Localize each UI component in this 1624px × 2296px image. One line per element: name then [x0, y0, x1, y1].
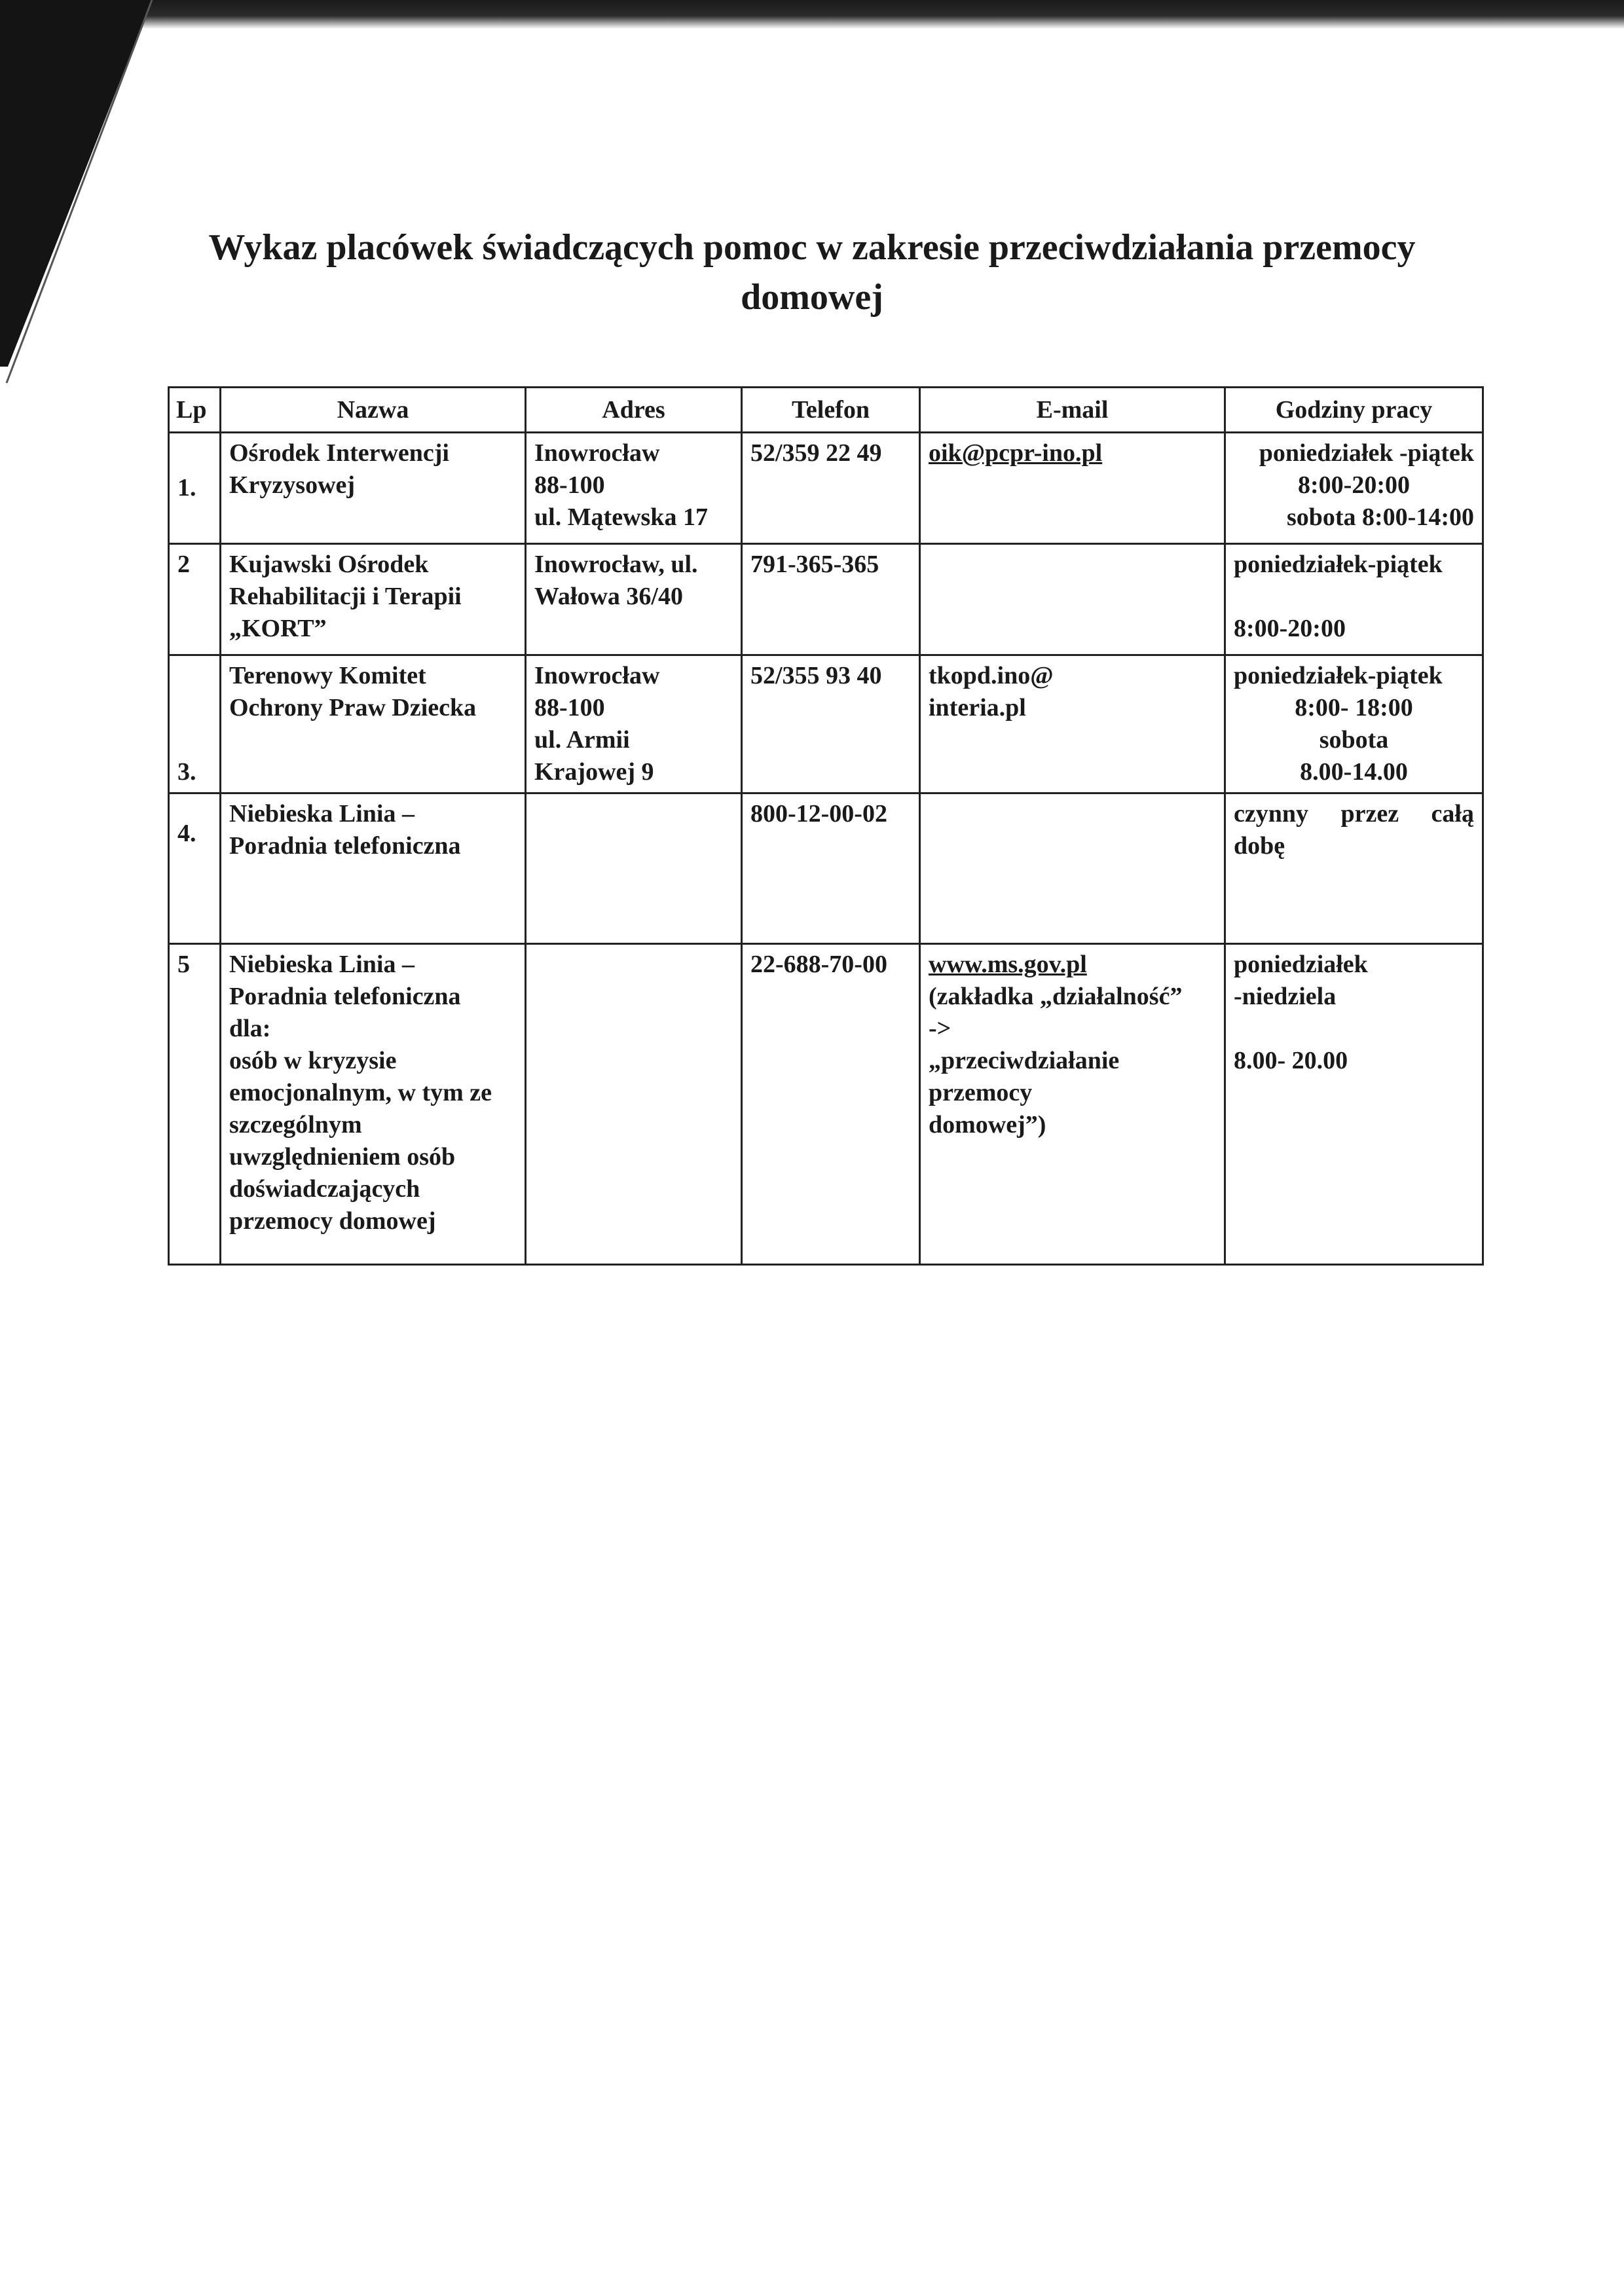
- cell-godziny: [1225, 793, 1483, 944]
- cell-email: [920, 544, 1225, 655]
- adres-line: Wałowa 36/40: [534, 583, 683, 610]
- cell-godziny: [1225, 655, 1483, 793]
- cell-godziny: [1225, 544, 1483, 655]
- cell-nazwa: [221, 793, 526, 944]
- document-title-line-1: Wykaz placówek świadczących pomoc w zakresie przeciwdziałania przemocy: [208, 227, 1416, 268]
- nazwa-line: uwzględnieniem osób: [229, 1143, 456, 1171]
- scan-edge-left: [0, 0, 157, 393]
- cell-godziny: [1225, 944, 1483, 1265]
- header-adres: Adres: [526, 388, 742, 433]
- table-row: [169, 433, 1483, 544]
- cell-email: [920, 793, 1225, 944]
- godziny-line: poniedziałek-piątek: [1234, 551, 1443, 578]
- cell-lp: [169, 793, 221, 944]
- telefon-value: 52/355 93 40: [750, 662, 882, 689]
- lp-value: 4.: [177, 820, 196, 847]
- nazwa-line: Kujawski Ośrodek: [229, 551, 429, 578]
- nazwa-line: emocjonalnym, w tym ze: [229, 1079, 492, 1106]
- cell-adres: [526, 655, 742, 793]
- godziny-line: poniedziałek: [1234, 951, 1368, 978]
- lp-value: 3.: [177, 758, 196, 786]
- email-link[interactable]: oik@pcpr-ino.pl: [929, 439, 1103, 467]
- godziny-line: 8.00-14.00: [1300, 758, 1408, 786]
- cell-adres: [526, 793, 742, 944]
- table-row: [169, 944, 1483, 1265]
- cell-nazwa: [221, 944, 526, 1265]
- nazwa-line: Rehabilitacji i Terapii: [229, 583, 462, 610]
- header-nazwa: Nazwa: [221, 388, 526, 433]
- godziny-word: czynny: [1234, 800, 1308, 828]
- facilities-table: [168, 386, 1484, 1266]
- cell-nazwa: [221, 544, 526, 655]
- email-line: przemocy: [929, 1079, 1033, 1106]
- godziny-line: sobota: [1319, 726, 1389, 754]
- telefon-value: 791-365-365: [750, 551, 879, 578]
- nazwa-line: szczególnym: [229, 1111, 362, 1139]
- adres-line: Krajowej 9: [534, 758, 654, 786]
- email-line: domowej”): [929, 1111, 1046, 1139]
- cell-lp: [169, 433, 221, 544]
- godziny-line: sobota 8:00-14:00: [1286, 503, 1474, 531]
- nazwa-line: Terenowy Komitet: [229, 662, 426, 689]
- nazwa-line: osób w kryzysie: [229, 1047, 397, 1074]
- cell-adres: [526, 433, 742, 544]
- cell-godziny: [1225, 433, 1483, 544]
- header-lp: Lp: [169, 388, 221, 433]
- cell-email: [920, 433, 1225, 544]
- adres-line: ul. Mątewska 17: [534, 503, 708, 531]
- lp-value: 5: [177, 951, 190, 978]
- email-line: (zakładka „działalność”: [929, 983, 1183, 1010]
- nazwa-line: Kryzysowej: [229, 471, 356, 499]
- telefon-value: 22-688-70-00: [750, 951, 887, 978]
- nazwa-line: przemocy domowej: [229, 1207, 436, 1235]
- document-title: [131, 223, 1493, 322]
- header-email: E-mail: [920, 388, 1225, 433]
- godziny-line: poniedziałek-piątek: [1234, 662, 1443, 689]
- godziny-word: całą: [1431, 800, 1474, 828]
- telefon-value: 52/359 22 49: [750, 439, 882, 467]
- scan-edge-top: [0, 0, 1624, 29]
- godziny-line-justified: [1234, 798, 1474, 830]
- table-row: [169, 655, 1483, 793]
- cell-adres: [526, 544, 742, 655]
- adres-line: Inowrocław: [534, 439, 660, 467]
- cell-adres: [526, 944, 742, 1265]
- website-link[interactable]: www.ms.gov.pl: [929, 951, 1087, 978]
- godziny-line: 8:00-20:00: [1298, 471, 1410, 499]
- godziny-line: 8:00-20:00: [1234, 615, 1346, 642]
- cell-email: [920, 944, 1225, 1265]
- adres-line: 88-100: [534, 471, 605, 499]
- header-telefon: Telefon: [742, 388, 920, 433]
- cell-lp: [169, 944, 221, 1265]
- cell-telefon: [742, 433, 920, 544]
- lp-value: 1.: [177, 474, 196, 501]
- nazwa-line: dla:: [229, 1015, 271, 1042]
- adres-line: Inowrocław, ul.: [534, 551, 698, 578]
- cell-telefon: [742, 793, 920, 944]
- adres-line: ul. Armii: [534, 726, 630, 754]
- cell-telefon: [742, 544, 920, 655]
- nazwa-line: doświadczających: [229, 1175, 420, 1203]
- telefon-value: 800-12-00-02: [750, 800, 887, 828]
- nazwa-line: Poradnia telefoniczna: [229, 832, 461, 860]
- table-row: [169, 544, 1483, 655]
- lp-value: 2: [177, 551, 190, 578]
- cell-email: [920, 655, 1225, 793]
- godziny-line: 8.00- 20.00: [1234, 1047, 1348, 1074]
- email-line[interactable]: tkopd.ino@: [929, 662, 1054, 689]
- nazwa-line: Ochrony Praw Dziecka: [229, 694, 477, 721]
- adres-line: 88-100: [534, 694, 605, 721]
- document-title-line-2: domowej: [741, 277, 883, 318]
- adres-line: Inowrocław: [534, 662, 660, 689]
- nazwa-line: Niebieska Linia –: [229, 951, 415, 978]
- cell-nazwa: [221, 655, 526, 793]
- email-line: „przeciwdziałanie: [929, 1047, 1120, 1074]
- cell-lp: [169, 655, 221, 793]
- header-godziny: Godziny pracy: [1225, 388, 1483, 433]
- nazwa-line: „KORT”: [229, 615, 327, 642]
- godziny-line: -niedziela: [1234, 983, 1337, 1010]
- nazwa-line: Niebieska Linia –: [229, 800, 415, 828]
- nazwa-line: Ośrodek Interwencji: [229, 439, 449, 467]
- cell-lp: [169, 544, 221, 655]
- table-header-row: [169, 388, 1483, 433]
- email-line[interactable]: interia.pl: [929, 694, 1026, 721]
- cell-nazwa: [221, 433, 526, 544]
- godziny-word: przez: [1340, 800, 1399, 828]
- cell-telefon: [742, 655, 920, 793]
- cell-telefon: [742, 944, 920, 1265]
- godziny-line: poniedziałek -piątek: [1259, 439, 1474, 467]
- nazwa-line: Poradnia telefoniczna: [229, 983, 461, 1010]
- email-line: ->: [929, 1015, 951, 1042]
- godziny-line: 8:00- 18:00: [1295, 694, 1413, 721]
- table-row: [169, 793, 1483, 944]
- godziny-line: dobę: [1234, 832, 1285, 860]
